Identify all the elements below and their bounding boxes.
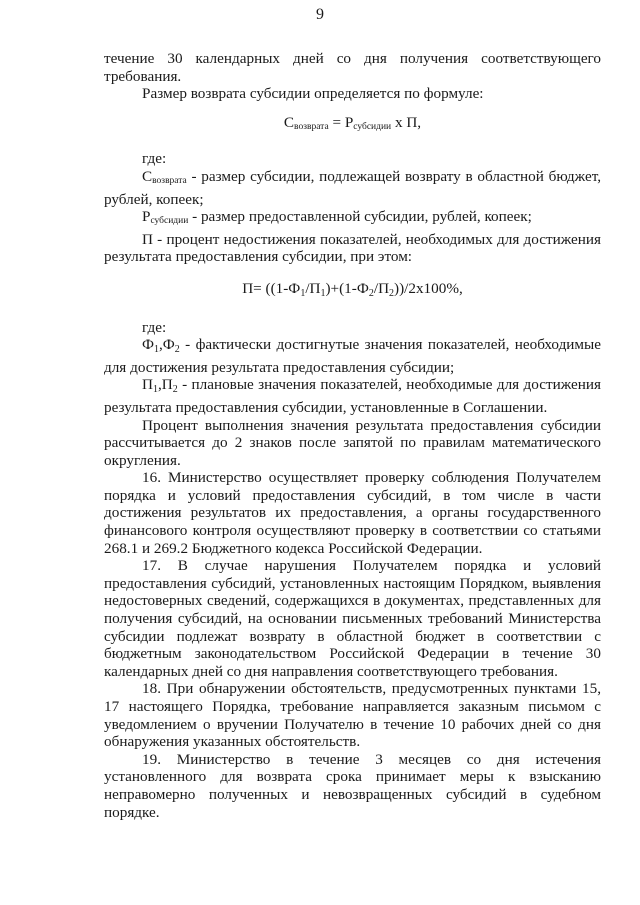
definition-pi: П - процент недостижения показателей, необходимых для достижения результата предоставления субсидии, при этом:: [104, 230, 601, 266]
definition-planned: П1,П2 - плановые значения показателей, необходимые для достижения результата предоставления субсидии, установленные в Соглашении.: [104, 376, 601, 416]
paragraph-17: 17. В случае нарушения Получателем порядка и условий предоставления субсидий, установленных настоящим Порядком, выявления недостоверных сведений, содержащихся в документах, представленных для получения субсидий, на основании письменных требований Министерства субсидии подлежат возврату в областной бюджет в соответствии с бюджетным законодательством Российской Федерации в течение 30 календарных дней со дня направления соответствующего требования.: [104, 557, 601, 680]
formula-intro: Размер возврата субсидии определяется по формуле:: [142, 85, 484, 103]
paragraph-19: 19. Министерство в течение 3 месяцев со дня истечения установленного для возврата срока принимает меры к взысканию неправомерно полученных и невозвращенных субсидий в судебном порядке.: [104, 750, 601, 821]
definition-c-refund: $С_{возврата}$ - размер субсидии, подлежащей возврату в областной бюджет, рублей, копеек;: [104, 167, 601, 208]
paragraph-18: 18. При обнаружении обстоятельств, предусмотренных пунктами 15, 17 настоящего Порядка, требование направляется заказным письмом с уведомлением о вручении Получателю в течение 10 рабочих дней со дня обнаружения указанных обстоятельств.: [104, 680, 601, 751]
paragraph-16: 16. Министерство осуществляет проверку соблюдения Получателем порядка и условий предоставления субсидий, в том числе в части достижения результатов их предоставления, а органы государственного финансового контроля осуществляют проверку в соответствии со статьями 268.1 и 269.2 Бюджетного кодекса Российской Федерации.: [104, 469, 601, 557]
where-label: где:: [142, 150, 167, 168]
paragraph-rounding: Процент выполнения значения результата предоставления субсидии рассчитывается до 2 знаков после запятой по правилам математического округления.: [104, 416, 601, 469]
where-label: где:: [142, 318, 167, 336]
page-number: 9: [316, 6, 324, 23]
document-body: [104, 50, 601, 821]
definition-f: Ф1,Ф2 - фактически достигнутые значения показателей, необходимые для достижения результата предоставления субсидии;: [104, 336, 601, 376]
paragraph-continuation: течение 30 календарных дней со дня получения соответствующего требования.: [104, 50, 601, 85]
definition-p-subsidy: $Р_{субсидии}$ - размер предоставленной субсидии, рублей, копеек;: [142, 208, 532, 227]
formula-refund: $С_{возврата} = Р_{субсидии}$ х П,: [283, 113, 422, 132]
formula-percent: П= ((1-Ф1/П1)+(1-Ф2/П2))/2х100%,: [242, 279, 463, 299]
